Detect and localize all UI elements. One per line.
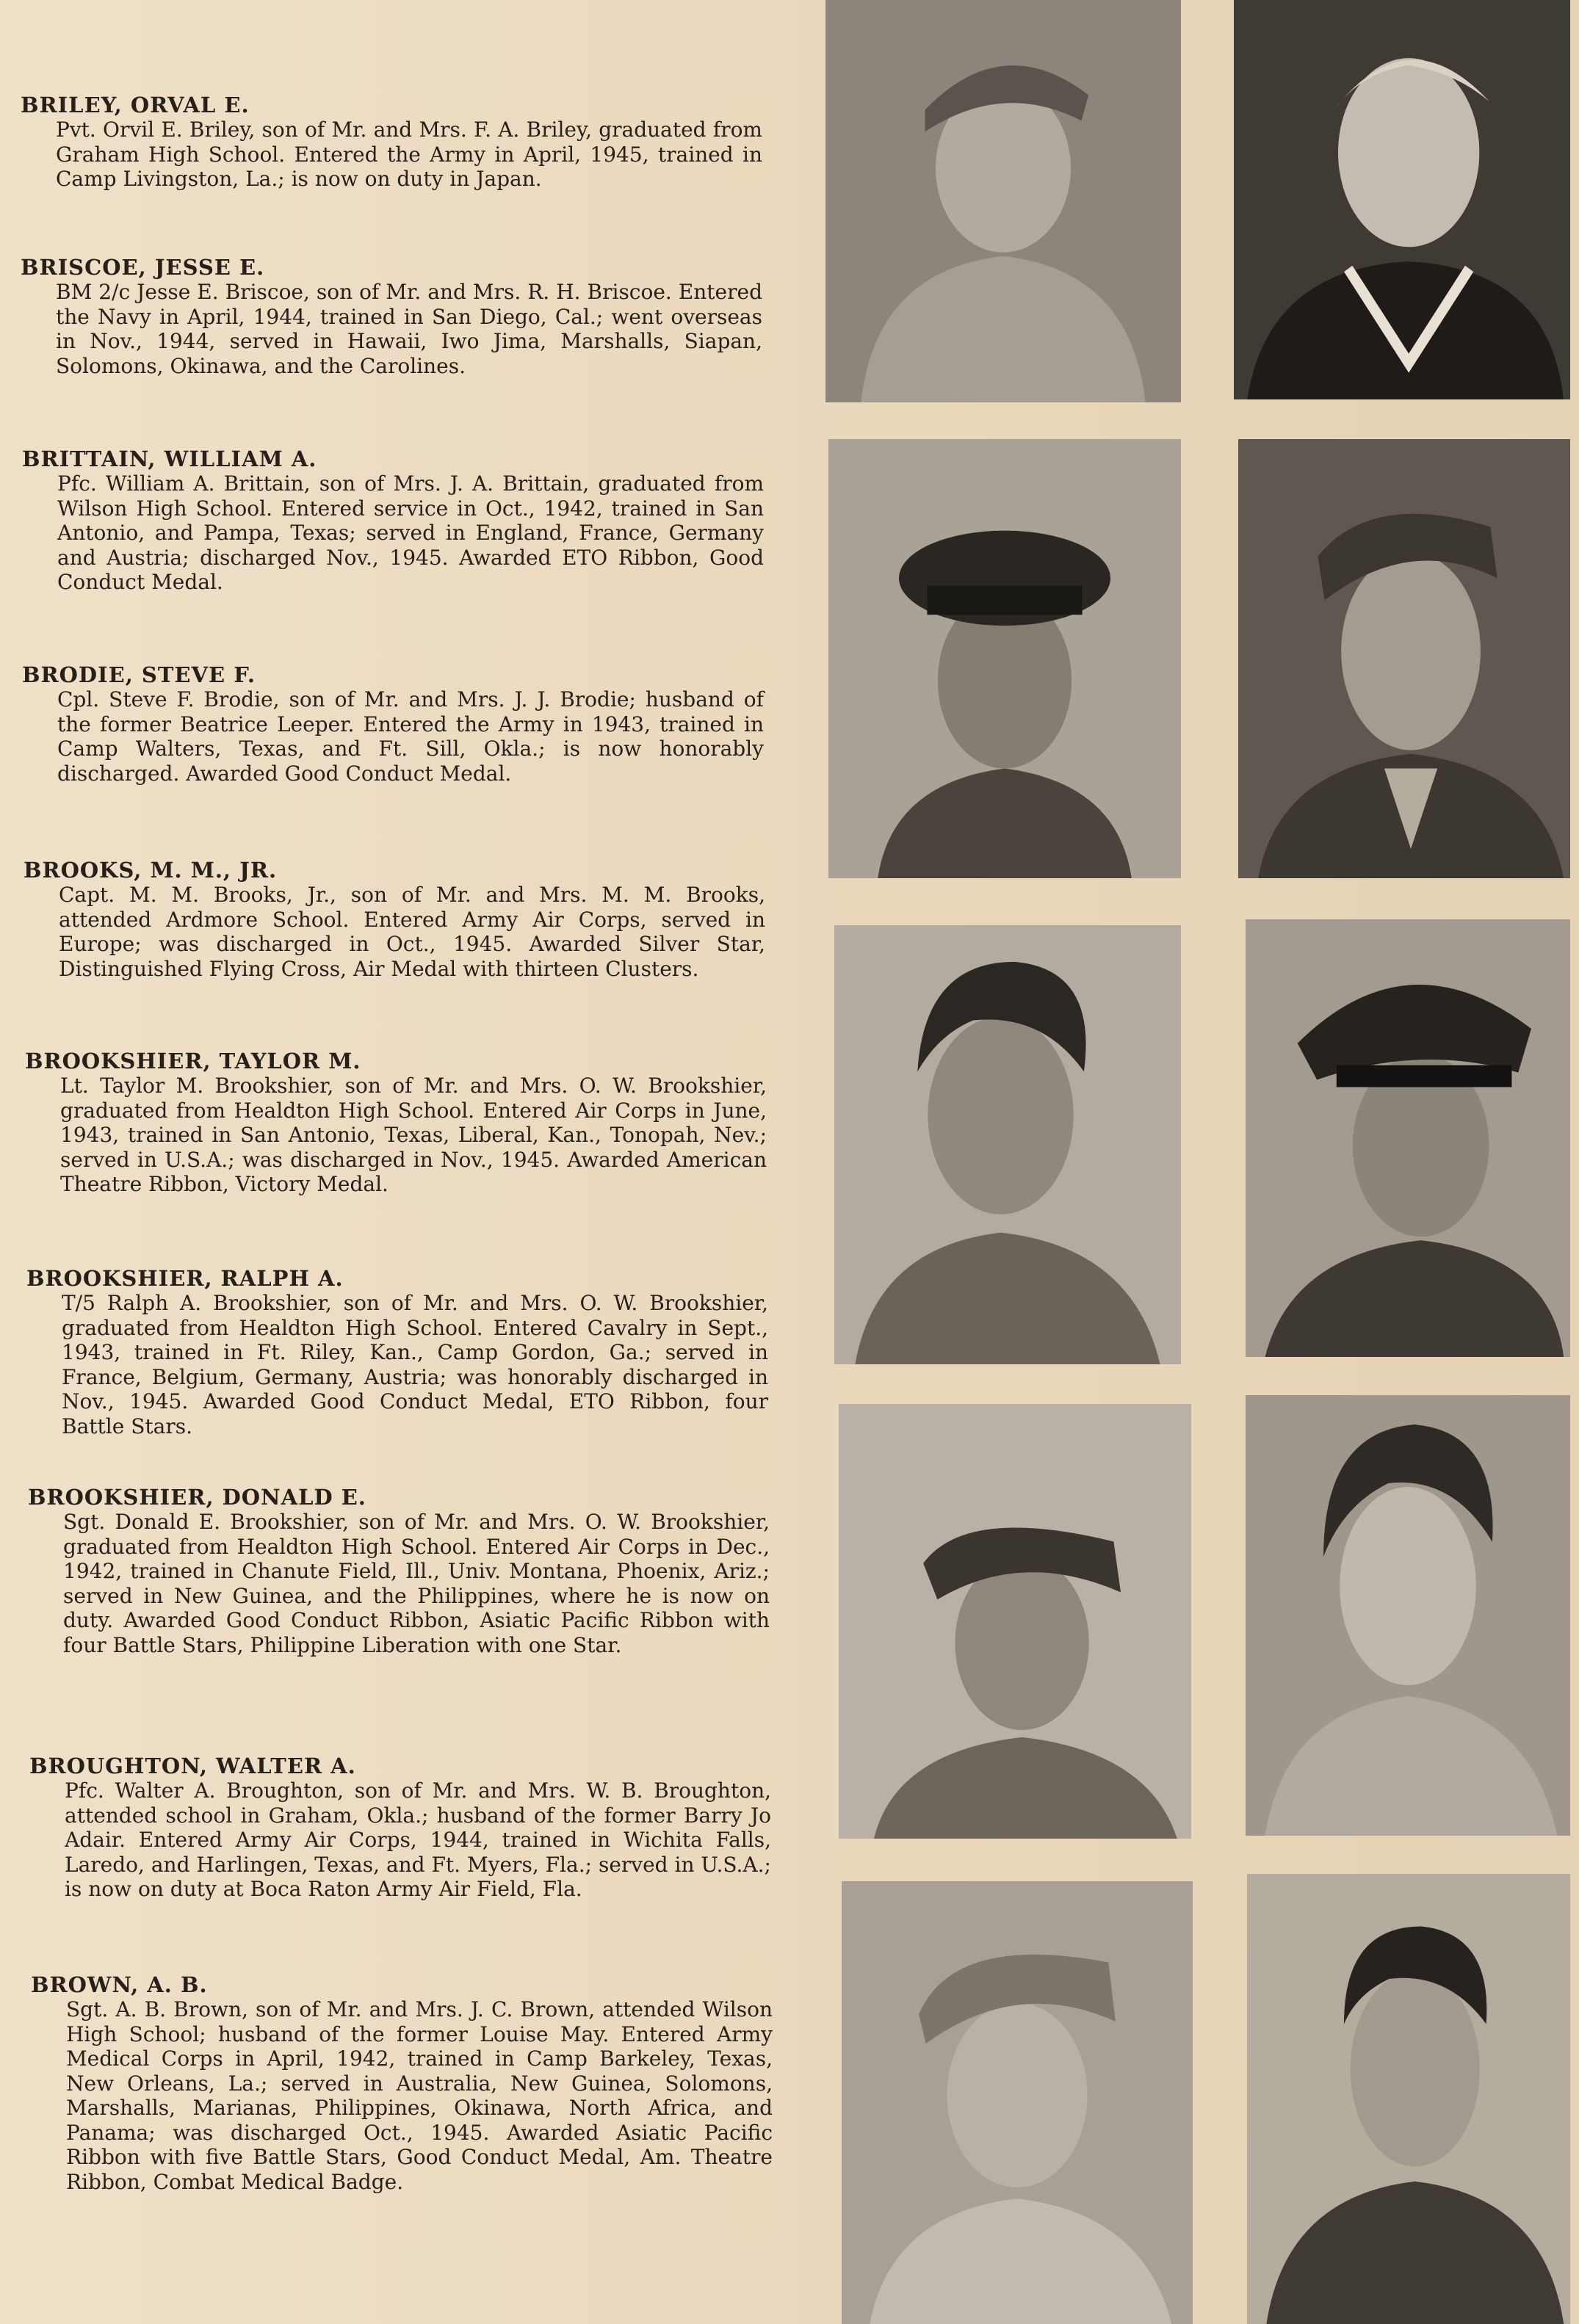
bio-name: BROOKSHIER, RALPH A.	[26, 1266, 344, 1291]
bio-text: Lt. Taylor M. Brookshier, son of Mr. and Mrs. O. W. Brookshier, graduated from Healdton High School. Entered Air Corps in June, 1943, trained in San Antonio, Texas, Liberal, Kan., Tonopah, Nev.; served in U.S.A.; was discharged in Nov., 1945. Awarded American Theatre Ribbon, Victory Medal.	[60, 1074, 767, 1196]
bio-text: Cpl. Steve F. Brodie, son of Mr. and Mrs. J. J. Brodie; husband of the former Beatrice Leeper. Entered the Army in 1943, trained in Camp Walters, Texas, and Ft. Sill, Okla.; is now honorably discharged. Awarded Good Conduct Medal.	[57, 687, 764, 786]
portrait-photo-taylor-brookshier	[1246, 919, 1570, 1357]
bio-entry	[22, 662, 764, 786]
portrait-photo-brodie	[1238, 439, 1570, 878]
portrait-photo-brown	[1247, 1874, 1570, 2324]
bio-text: Pfc. William A. Brittain, son of Mrs. J. A. Brittain, graduated from Wilson High School. Entered service in Oct., 1942, trained in San Antonio, and Pampa, Texas; served in England, France, Germany and Austria; discharged Nov., 1945. Awarded ETO Ribbon, Good Conduct Medal.	[57, 471, 764, 594]
bio-text: Sgt. Donald E. Brookshier, son of Mr. and Mrs. O. W. Brookshier, graduated from Healdton High School. Entered Air Corps in Dec., 1942, trained in Chanute Field, Ill., Univ. Montana, Phoenix, Ariz.; served in New Guinea, and the Philippines, where he is now on duty. Awarded Good Conduct Ribbon, Asiatic Pacific Ribbon with four Battle Stars, Philippine Liberation with one Star.	[63, 1510, 770, 1657]
portrait-photo-broughton	[842, 1881, 1193, 2324]
bio-entry	[21, 255, 762, 378]
bio-name: BROOKS, M. M., JR.	[24, 858, 278, 883]
bio-name: BRODIE, STEVE F.	[22, 662, 256, 687]
bio-text: BM 2/c Jesse E. Briscoe, son of Mr. and Mrs. R. H. Briscoe. Entered the Navy in April, 1944, trained in San Diego, Cal.; went overseas in Nov., 1944, served in Hawaii, Iwo Jima, Marshalls, Siapan, Solomons, Okinawa, and the Carolines.	[56, 280, 762, 378]
portrait-photo-donald-brookshier	[1246, 1395, 1570, 1836]
bio-entry	[31, 1972, 773, 2194]
bio-name: BRILEY, ORVAL E.	[21, 93, 250, 117]
bio-entry	[22, 446, 764, 595]
bio-text: Pvt. Orvil E. Briley, son of Mr. and Mrs. F. A. Briley, graduated from Graham High School. Entered the Army in April, 1945, trained in Camp Livingston, La.; is now on duty in Japan.	[56, 117, 762, 191]
bio-name: BROOKSHIER, TAYLOR M.	[25, 1049, 361, 1074]
portrait-photo-ralph-brookshier	[839, 1404, 1191, 1839]
bio-entry	[21, 93, 762, 192]
portrait-photo-brooks	[834, 925, 1181, 1364]
bio-entry	[24, 858, 765, 981]
bio-name: BROUGHTON, WALTER A.	[29, 1753, 356, 1778]
bio-entry	[28, 1485, 770, 1657]
bio-text: T/5 Ralph A. Brookshier, son of Mr. and Mrs. O. W. Brookshier, graduated from Healdton High School. Entered Cavalry in Sept., 1943, trained in Ft. Riley, Kan., Camp Gordon, Ga.; served in France, Belgium, Germany, Austria; was honorably discharged in Nov., 1945. Awarded Good Conduct Medal, ETO Ribbon, four Battle Stars.	[62, 1291, 768, 1438]
bio-text: Pfc. Walter A. Broughton, son of Mr. and Mrs. W. B. Broughton, attended school in Graham, Okla.; husband of the former Barry Jo Adair. Entered Army Air Corps, 1944, trained in Wichita Falls, Laredo, and Harlingen, Texas, and Ft. Myers, Fla.; served in U.S.A.; is now on duty at Boca Raton Army Air Field, Fla.	[65, 1778, 771, 1901]
bio-name: BROWN, A. B.	[31, 1972, 208, 1997]
bio-entry	[25, 1049, 767, 1197]
bio-entry	[29, 1753, 771, 1902]
bio-name: BRISCOE, JESSE E.	[21, 255, 265, 280]
bio-name: BRITTAIN, WILLIAM A.	[22, 446, 317, 471]
portrait-photo-briley	[825, 0, 1181, 402]
bio-text: Capt. M. M. Brooks, Jr., son of Mr. and Mrs. M. M. Brooks, attended Ardmore School. Entered Army Air Corps, served in Europe; was discharged in Oct., 1945. Awarded Silver Star, Distinguished Flying Cross, Air Medal with thirteen Clusters.	[59, 883, 765, 981]
portrait-photo-brittain	[828, 439, 1181, 878]
portrait-photo-briscoe	[1234, 0, 1570, 399]
bio-entry	[26, 1266, 768, 1438]
bio-text: Sgt. A. B. Brown, son of Mr. and Mrs. J. C. Brown, attended Wilson High School; husband of the former Louise May. Entered Army Medical Corps in April, 1942, trained in Camp Barkeley, Texas, New Orleans, La.; served in Australia, New Guinea, Solomons, Marshalls, Marianas, Philippines, Okinawa, North Africa, and Panama; was discharged Oct., 1945. Awarded Asiatic Pacific Ribbon with five Battle Stars, Good Conduct Medal, Am. Theatre Ribbon, Combat Medical Badge.	[66, 1997, 773, 2194]
bio-name: BROOKSHIER, DONALD E.	[28, 1485, 366, 1510]
